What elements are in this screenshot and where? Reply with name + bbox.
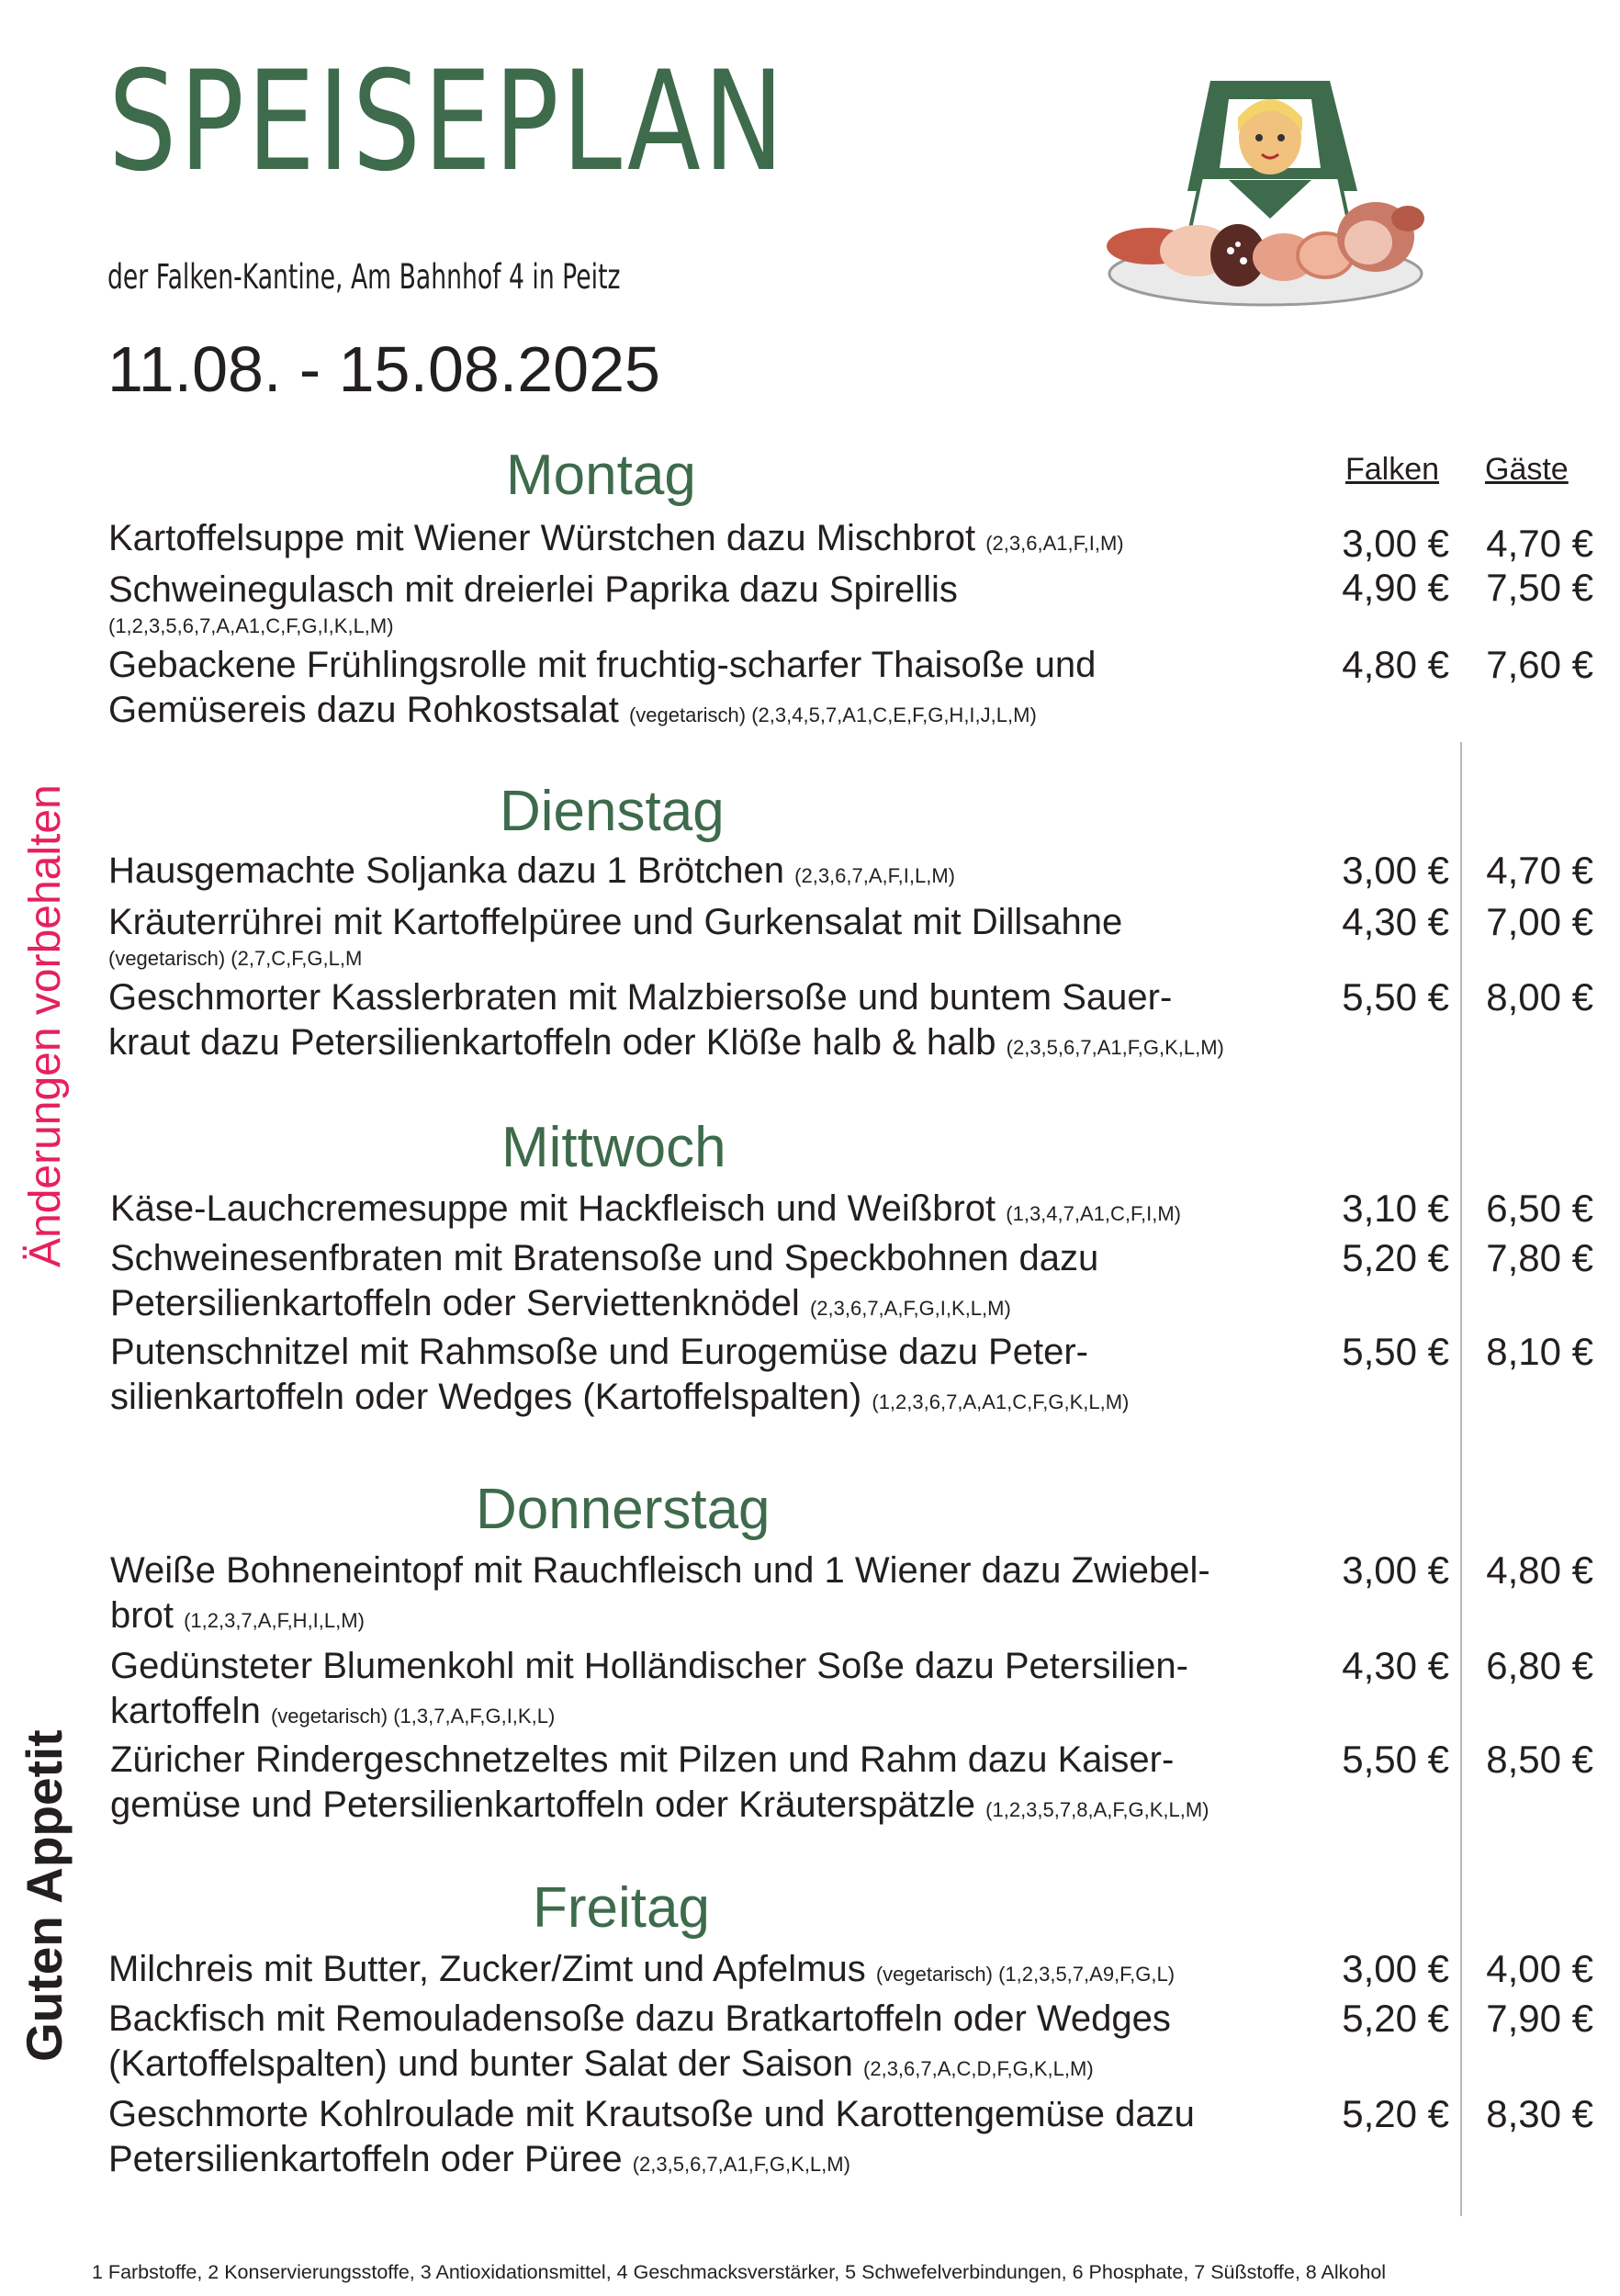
dish-allergens: (vegetarisch) (2,7,C,F,G,L,M bbox=[108, 947, 363, 970]
dish-allergens: (1,3,4,7,A1,C,F,I,M) bbox=[1006, 1202, 1181, 1225]
price-gaeste: 8,00 € bbox=[1486, 975, 1593, 1019]
allergen-footnote: 1 Farbstoffe, 2 Konservierungsstoffe, 3 Antioxidationsmittel, 4 Geschmacksverstärker, 5 Schwefelverbindungen, 6 Phosphate, 7 Süßstoffe, 8 Alkohol bbox=[92, 2261, 1387, 2283]
dish-montag-1 bbox=[108, 516, 1311, 566]
dish-name-cont: Petersilienkartoffeln oder Serviettenknödel bbox=[110, 1283, 800, 1323]
day-title-montag: Montag bbox=[506, 444, 696, 507]
dish-name: Geschmorte Kohlroulade mit Krautsoße und Karottengemüse dazu bbox=[108, 2094, 1195, 2134]
side-note-changes: Änderungen vorbehalten bbox=[21, 784, 70, 1267]
price-gaeste: 7,80 € bbox=[1486, 1236, 1593, 1279]
price-falken: 3,10 € bbox=[1342, 1187, 1449, 1230]
price-falken: 3,00 € bbox=[1342, 849, 1449, 892]
price-gaeste: 4,80 € bbox=[1486, 1548, 1593, 1592]
price-gaeste: 6,80 € bbox=[1486, 1644, 1593, 1687]
dish-allergens: (1,2,3,5,7,8,A,F,G,K,L,M) bbox=[985, 1798, 1209, 1821]
dish-name-cont: Gemüsereis dazu Rohkostsalat bbox=[108, 690, 619, 730]
dish-allergens: (2,3,6,7,A,F,G,I,K,L,M) bbox=[809, 1297, 1011, 1320]
day-title-donnerstag: Donnerstag bbox=[476, 1478, 771, 1541]
dish-dienstag-3 bbox=[108, 975, 1311, 1070]
dish-name-cont: silienkartoffeln oder Wedges (Kartoffelspalten) bbox=[110, 1377, 862, 1417]
dish-name-cont: Petersilienkartoffeln oder Püree bbox=[108, 2139, 623, 2179]
page-subtitle: der Falken-Kantine, Am Bahnhof 4 in Peitz bbox=[107, 257, 621, 297]
dish-name: Putenschnitzel mit Rahmsoße und Eurogemüse dazu Peter- bbox=[110, 1332, 1088, 1372]
dish-allergens: (2,3,6,A1,F,I,M) bbox=[985, 532, 1124, 555]
price-gaeste: 7,00 € bbox=[1486, 900, 1593, 943]
price-falken: 4,90 € bbox=[1342, 566, 1449, 609]
day-title-freitag: Freitag bbox=[533, 1876, 710, 1940]
dish-mittwoch-3 bbox=[110, 1330, 1313, 1424]
price-gaeste: 8,30 € bbox=[1486, 2092, 1593, 2135]
dish-name-cont: brot bbox=[110, 1595, 174, 1636]
dish-name: Gedünsteter Blumenkohl mit Holländischer Soße dazu Petersilien- bbox=[110, 1646, 1188, 1686]
dish-donnerstag-3 bbox=[110, 1738, 1313, 1832]
dish-mittwoch-1 bbox=[110, 1187, 1313, 1236]
dish-name: Kräuterrührei mit Kartoffelpüree und Gurkensalat mit Dillsahne bbox=[108, 902, 1123, 942]
price-falken: 3,00 € bbox=[1342, 1548, 1449, 1592]
dish-allergens: (2,3,6,7,A,C,D,F,G,K,L,M) bbox=[863, 2057, 1094, 2080]
dish-allergens: (vegetarisch) (1,2,3,5,7,A9,F,G,L) bbox=[875, 1963, 1176, 1986]
side-note-appetit: Guten Appetit bbox=[16, 1729, 73, 2062]
page-title: SPEISEPLAN bbox=[108, 42, 787, 202]
price-falken: 3,00 € bbox=[1342, 522, 1449, 565]
dish-freitag-3 bbox=[108, 2092, 1311, 2187]
price-falken: 5,20 € bbox=[1342, 1997, 1449, 2040]
dish-freitag-1 bbox=[108, 1947, 1311, 1997]
dish-name-cont: (Kartoffelspalten) und bunter Salat der Saison bbox=[108, 2043, 853, 2084]
dish-name-cont: kartoffeln bbox=[110, 1691, 261, 1731]
dish-dienstag-1 bbox=[108, 849, 1311, 898]
dish-donnerstag-1 bbox=[110, 1548, 1313, 1643]
price-falken: 5,20 € bbox=[1342, 2092, 1449, 2135]
dish-name: Käse-Lauchcremesuppe mit Hackfleisch und Weißbrot bbox=[110, 1188, 996, 1229]
dish-allergens: (2,3,5,6,7,A1,F,G,K,L,M) bbox=[632, 2153, 850, 2176]
price-gaeste: 7,90 € bbox=[1486, 1997, 1593, 2040]
dish-allergens: (1,2,3,7,A,F,H,I,L,M) bbox=[184, 1609, 365, 1632]
column-divider bbox=[1460, 742, 1462, 2216]
price-falken: 4,30 € bbox=[1342, 900, 1449, 943]
column-header-gaeste: Gäste bbox=[1485, 452, 1569, 487]
price-gaeste: 8,50 € bbox=[1486, 1738, 1593, 1781]
price-falken: 4,30 € bbox=[1342, 1644, 1449, 1687]
dish-allergens: (vegetarisch) (1,3,7,A,F,G,I,K,L) bbox=[270, 1705, 556, 1728]
dish-allergens: (vegetarisch) (2,3,4,5,7,A1,C,E,F,G,H,I,J,L,M) bbox=[628, 703, 1037, 726]
dish-allergens: (1,2,3,6,7,A,A1,C,F,G,K,L,M) bbox=[872, 1390, 1130, 1413]
dish-name: Backfisch mit Remouladensoße dazu Bratkartoffeln oder Wedges bbox=[108, 1998, 1171, 2039]
dish-allergens: (1,2,3,5,6,7,A,A1,C,F,G,I,K,L,M) bbox=[108, 614, 394, 637]
day-title-dienstag: Dienstag bbox=[500, 780, 725, 843]
price-falken: 5,50 € bbox=[1342, 975, 1449, 1019]
dish-name-cont: gemüse und Petersilienkartoffeln oder Kräuterspätzle bbox=[110, 1784, 976, 1825]
dish-allergens: (2,3,5,6,7,A1,F,G,K,L,M) bbox=[1006, 1036, 1224, 1059]
price-gaeste: 4,00 € bbox=[1486, 1947, 1593, 1990]
price-gaeste: 4,70 € bbox=[1486, 522, 1593, 565]
day-title-mittwoch: Mittwoch bbox=[501, 1116, 726, 1179]
dish-name: Kartoffelsuppe mit Wiener Würstchen dazu Mischbrot bbox=[108, 518, 976, 558]
price-falken: 3,00 € bbox=[1342, 1947, 1449, 1990]
dish-name: Züricher Rindergeschnetzeltes mit Pilzen und Rahm dazu Kaiser- bbox=[110, 1739, 1175, 1780]
price-falken: 5,20 € bbox=[1342, 1236, 1449, 1279]
date-range: 11.08. - 15.08.2025 bbox=[107, 333, 660, 405]
dish-name-cont: kraut dazu Petersilienkartoffeln oder Klöße halb & halb bbox=[108, 1022, 996, 1063]
dish-mittwoch-2 bbox=[110, 1236, 1313, 1331]
price-gaeste: 7,50 € bbox=[1486, 566, 1593, 609]
dish-allergens: (2,3,6,7,A,F,I,L,M) bbox=[794, 864, 955, 887]
dish-dienstag-2 bbox=[108, 900, 1311, 973]
dish-montag-2 bbox=[108, 568, 1311, 640]
dish-donnerstag-2 bbox=[110, 1644, 1313, 1739]
dish-name: Weiße Bohneneintopf mit Rauchfleisch und 1 Wiener dazu Zwiebel- bbox=[110, 1550, 1210, 1591]
dish-name: Geschmorter Kasslerbraten mit Malzbiersoße und buntem Sauer- bbox=[108, 977, 1173, 1018]
dish-name: Schweinesenfbraten mit Bratensoße und Speckbohnen dazu bbox=[110, 1238, 1099, 1278]
column-header-falken: Falken bbox=[1345, 452, 1440, 487]
price-falken: 4,80 € bbox=[1342, 643, 1449, 686]
price-gaeste: 4,70 € bbox=[1486, 849, 1593, 892]
dish-name: Milchreis mit Butter, Zucker/Zimt und Apfelmus bbox=[108, 1949, 866, 1989]
price-gaeste: 7,60 € bbox=[1486, 643, 1593, 686]
canteen-logo-icon bbox=[1100, 81, 1433, 315]
price-falken: 5,50 € bbox=[1342, 1738, 1449, 1781]
price-gaeste: 8,10 € bbox=[1486, 1330, 1593, 1373]
price-gaeste: 6,50 € bbox=[1486, 1187, 1593, 1230]
dish-name: Schweinegulasch mit dreierlei Paprika dazu Spirellis bbox=[108, 569, 958, 610]
dish-name: Hausgemachte Soljanka dazu 1 Brötchen bbox=[108, 850, 785, 891]
dish-name: Gebackene Frühlingsrolle mit fruchtig-scharfer Thaisoße und bbox=[108, 645, 1097, 685]
dish-montag-3 bbox=[108, 643, 1311, 737]
dish-freitag-2 bbox=[108, 1997, 1311, 2091]
price-falken: 5,50 € bbox=[1342, 1330, 1449, 1373]
